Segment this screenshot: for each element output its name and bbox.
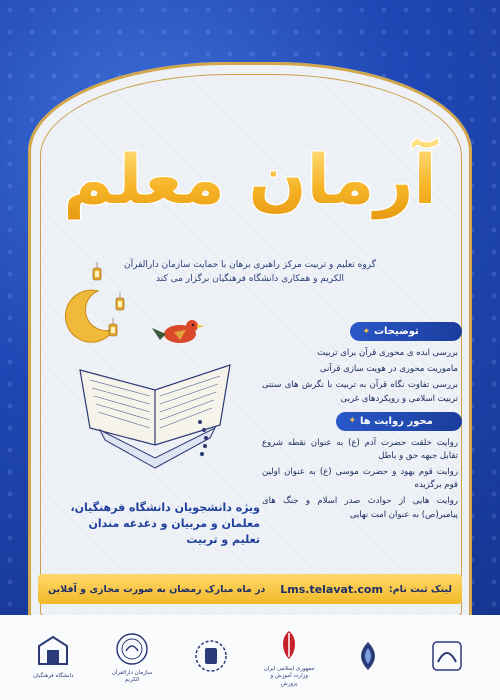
audience-text	[60, 500, 260, 548]
logo-caption: دانشگاه فرهنگیان	[33, 673, 74, 680]
descriptions-list	[262, 347, 458, 406]
list-item: روایت قوم یهود و حضرت موسی (ع) به عنوان اولین قوم برگزیده	[262, 467, 458, 491]
title-text: آرمان معلم	[63, 141, 437, 220]
audience-line-3: تعلیم و تربیت	[186, 532, 260, 546]
info-panel	[262, 322, 462, 525]
narratives-list	[262, 437, 458, 522]
sponsor-logos	[0, 615, 500, 700]
audience-line-1: ویژه دانشجویان دانشگاه فرهنگیان،	[70, 501, 260, 514]
registration-bar	[38, 574, 462, 604]
university-farhangian-logo	[26, 634, 80, 680]
star-icon: ✦	[362, 326, 370, 337]
narratives-heading-label: محور روایت ها	[360, 415, 433, 427]
lantern-icon	[115, 292, 125, 314]
circle-emblem-logo	[184, 638, 238, 677]
organizer-line-2: الکریم و همکاری دانشگاه فرهنگیان برگزار می کند	[156, 274, 344, 285]
leaf-emblem-logo	[341, 638, 395, 677]
borhan-logo	[420, 638, 474, 677]
leaf-icon	[350, 638, 386, 674]
star-icon: ✦	[348, 416, 356, 427]
list-item: ماموریت محوری در هویت سازی قرآنی	[319, 364, 458, 375]
schedule-text: در ماه مبارک رمضان به صورت مجازی و آفلاین	[48, 583, 266, 595]
emblem-icon	[193, 638, 229, 674]
list-item: بررسی تفاوت نگاه قرآن به تربیت با نگرش های سنتی تربیت اسلامی و رویکردهای غربی	[262, 380, 458, 404]
audience-line-2: معلمان و مربیان و دغدغه مندان	[88, 516, 260, 530]
bird-illustration	[150, 310, 210, 355]
lantern-icon	[92, 262, 102, 284]
logo-caption: جمهوری اسلامی ایران وزارت آموزش و پرورش	[263, 666, 315, 687]
list-item: روایت هایی از حوادث صدر اسلام و جنگ های پیامبر(ص) به عنوان امت نهایی	[262, 496, 458, 520]
narratives-heading	[336, 412, 462, 431]
list-item: روایت خلقت حضرت آدم (ع) به عنوان نقطه شروع تقابل جبهه حق و باطل	[262, 437, 458, 461]
registration-link[interactable]: Lms.telavat.com	[280, 582, 383, 596]
iran-emblem-logo	[262, 627, 316, 687]
seal-icon	[114, 631, 150, 667]
descriptions-heading-label: توضیحات	[374, 326, 419, 337]
borhan-icon	[429, 638, 465, 674]
logo-caption: سازمان دارالقرآن الکریم	[111, 669, 153, 683]
university-icon	[35, 634, 71, 670]
poster-title	[63, 95, 437, 245]
registration-label: لینک ثبت نام:	[388, 583, 452, 595]
organizer-line-1: گروه تعلیم و تربیت مرکز راهبری برهان با حمایت سازمان دارالقرآن	[124, 260, 376, 270]
registration	[280, 583, 452, 596]
descriptions-heading	[350, 322, 462, 341]
quran-organization-logo	[105, 631, 159, 684]
organizer-text	[60, 258, 440, 287]
iran-emblem-icon	[271, 627, 307, 663]
list-item: بررسی ایده ی محوری قرآن برای تربیت	[317, 348, 458, 358]
